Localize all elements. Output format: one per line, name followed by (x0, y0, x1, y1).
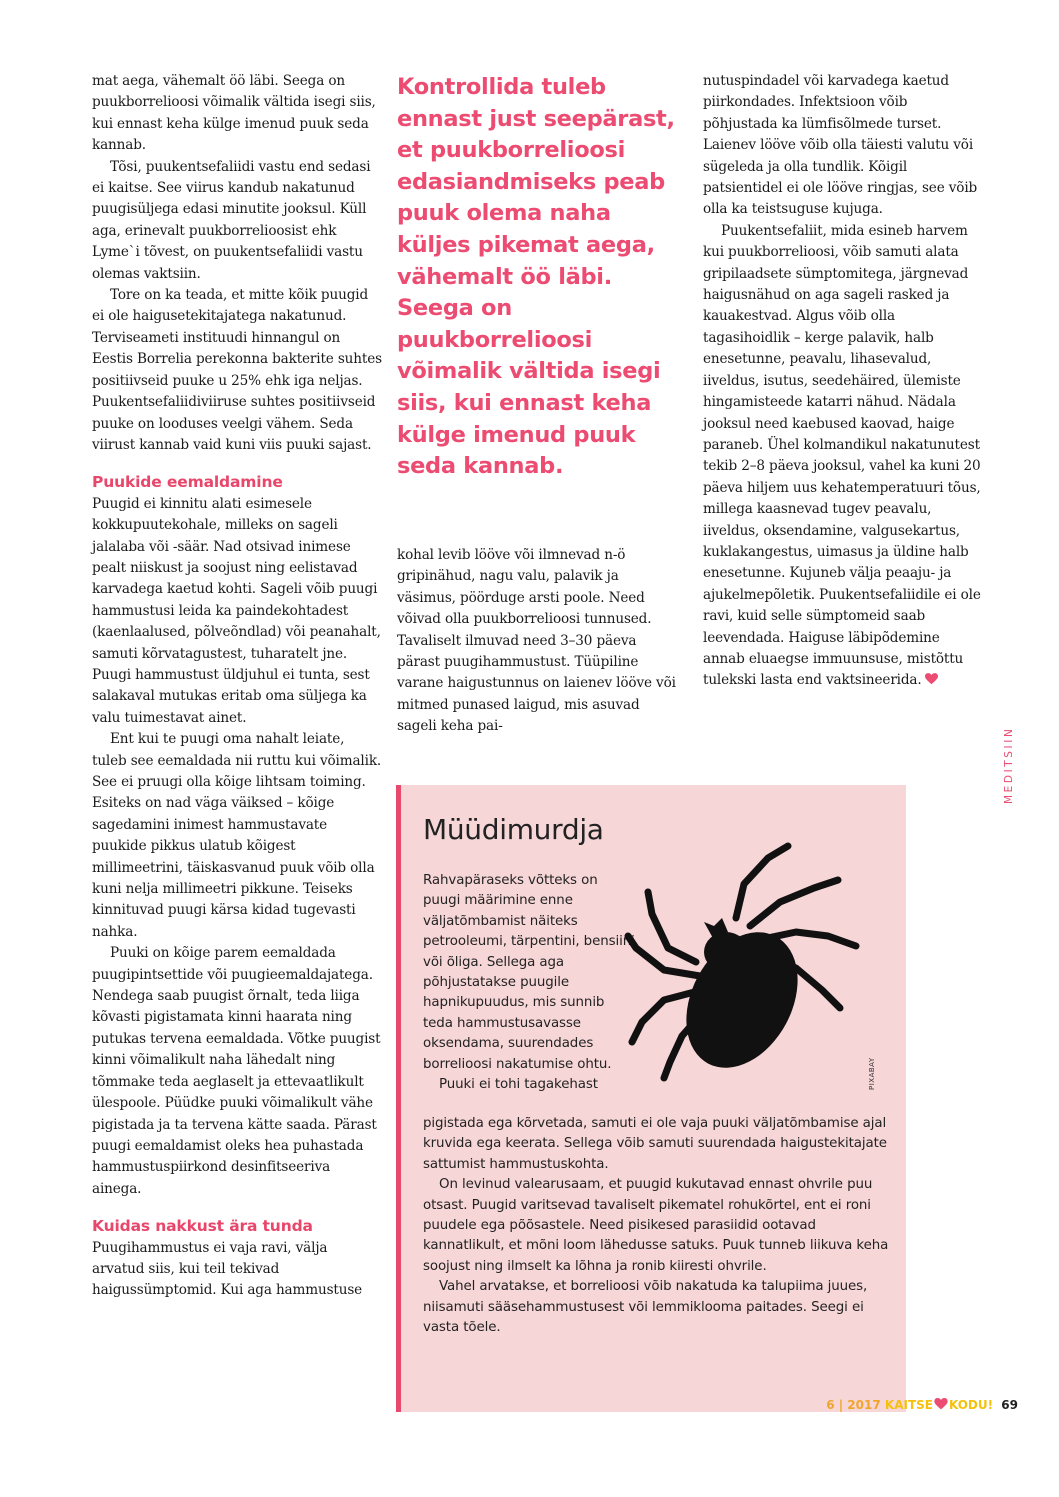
issue-number: 6 | 2017 (826, 1398, 881, 1412)
subheading-recognize-infection: Kuidas nakkust ära tunda (92, 1217, 313, 1236)
box-text-wide (423, 1114, 893, 1338)
paragraph: kohal levib lööve või ilmnevad n-ö gripinähud, nagu valu, palavik ja väsimus, pöörduge arsti poole. Need võivad olla puukborrelioosi tunnused. Tavaliselt ilmuvad need 3–30 päeva pärast puugihammustust. Tüüpiline varane haigustunnus on laienev lööve või mitmed punased laigud, mis asuvad sageli keha pai- (397, 547, 676, 735)
paragraph: Ent kui te puugi oma nahalt leiate, tuleb see eemaldada nii ruttu kui võimalik. See ei pruugi olla kõige lihtsam toiming. Esiteks on nad väga väiksed – kõige sagedamini inimest hammustavate puukide pikkus ulatub kõigest millimeetrini, täiskasvanud puuk võib olla kuni nelja millimeetri pikkune. Teiseks kinnituvad puugi kärsa kidad tugevasti nahka. (92, 731, 382, 940)
article-column-2 (397, 545, 680, 738)
paragraph-text: Puukentsefaliit, mida esineb harvem kui puukborrelioosi, võib samuti alata gripilaadsete sümptomitega, järgnevad haigusnähud on aga sageli rasked ja kauakestvad. Algus võib olla tagasihoidlik – kerge palavik, halb enesetunne, peavalu, lihasevalud, iiveldus, isutus, seedehäired, ülemiste hingamisteede katarri nähud. Nädala jooksul need kaebused kaovad, haige paraneb. Ühel kolmandikul nakatunutest tekib 2–8 päeva jooksul, vahel ka kuni 20 päeva hiljem uus kehatemperatuuri tõus, millega kaasnevad tugev peavalu, iiveldus, oksendamine, valgusekartus, kuklakangestus, uimasus ja üldine halb enesetunne. Kujuneb välja peaaju- ja ajukelmepõletik. Puukentsefaliidile ei ole ravi, kuid selle sümptomeid saab leevendada. Haiguse läbipõdemine annab eluaegse immuunsuse, mistõttu tulekski lasta end vaktsineerida. (703, 222, 981, 689)
paragraph: Puuki on kõige parem eemaldada puugipintsettide või puugieemaldajatega. Nendega saab puugist õrnalt, teda liiga kõvasti pigistamata kinni haarata ning putukas tervena eemaldada. Võtke puugist kinni võimalikult naha lähedalt ning tõmmake teda aeglaselt ja ettevaatlikult ülespoole. Püüdke puuki võimalikult vähe pigistada ja ta tervena kätte saada. Pärast puugi eemaldamist oleks hea puhastada hammustuspiirkond desinfitseeriva ainega. (92, 945, 381, 1197)
paragraph: mat aega, vähemalt öö läbi. Seega on puukborrelioosi võimalik vältida isegi siis, kui ennast keha külge imenud puuk seda kannab. (92, 73, 376, 154)
paragraph: nutuspindadel või karvadega kaetud piirkondades. Infektsioon võib põhjustada ka lümfisõlmede turset. Laienev lööve võib olla täiesti valutu või sügeleda ja olla tundlik. Kõigil patsientidel ei ole lööve ringjas, see võib olla ka teistsuguse kujuga. (703, 73, 978, 218)
page-number: 69 (1001, 1398, 1018, 1412)
subheading-tick-removal: Puukide eemaldamine (92, 473, 283, 492)
box-paragraph: pigistada ega kõrvetada, samuti ei ole vaja puuki väljatõmbamise ajal kruvida ega keerata. Sellega võib samuti suurendada haigustekitajate sattumist hammustuskohta. (423, 1116, 887, 1172)
box-paragraph: Rahvapäraseks võtteks on puugi määrimine enne väljatõmbamist näiteks petrooleumi, tärpentini, bensiini või õliga. Sellega aga põhjustatakse puugile hapnikupuudus, mis sunnib teda hammustusavasse oksendama, suurendades borrelioosi nakatumise ohtu. (423, 873, 635, 1072)
magazine-name-right: KODU! (948, 1398, 994, 1412)
pull-quote: Kontrollida tuleb ennast just seepärast, et puukborrelioosi edasiandmiseks peab puuk olema naha küljes pikemat aega, vähemalt öö läbi. Seega on puukborrelioosi võimalik vältida isegi siis, kui ennast keha külge imenud puuk seda kannab. (397, 74, 675, 480)
paragraph: Tore on ka teada, et mitte kõik puugid ei ole haigusetekitajatega nakatunud. Terviseameti instituudi hinnangul on Eestis Borrelia perekonna bakterite suhtes positiivseid puuke u 25% ehk iga neljas. Puukentsefaliidiviiruse suhtes positiivseid puuke on looduses veelgi vähem. Seda viirust kannab vaid kuni viis puuki sajast. (92, 287, 382, 453)
article-column-1 (92, 71, 382, 1302)
article-column-3 (703, 71, 985, 692)
box-paragraph: On levinud valearusaam, et puugid kukutavad ennast ohvrile puu otsast. Puugid varitsevad tavaliselt pikematel rohukõrtel, ent ei roni puudele ega põõsastele. Need pisikesed parasiidid ootavad kannatlikult, et mõni loom lähedusse satuks. Puuk tunneb liikuva keha soojust ning ilmselt ka lõhna ja ronib kiiresti ohvrile. (423, 1177, 889, 1274)
tick-illustration (618, 840, 863, 1085)
paragraph: Puugihammustus ei vaja ravi, välja arvatud siis, kui teil tekivad haigussümptomid. Kui aga hammustuse (92, 1239, 363, 1299)
box-paragraph: Vahel arvatakse, et borrelioosi võib nakatuda ka talupiima juues, niisamuti sääsehammustusest või lemmiklooma paitades. Seegi ei vasta tõele. (423, 1279, 868, 1336)
box-paragraph: Puuki ei tohi tagakehast (439, 1077, 598, 1093)
page-footer (800, 1398, 1018, 1412)
paragraph: Puugid ei kinnitu alati esimesele kokkupuutekohale, milleks on sageli jalalaba või -säär. Nad otsivad inimese pealt niiskust ja soojust ning eelistavad karvadega kaetud kohti. Sageli võib puugi hammustusi leida ka paindekohtadest (kaenlaalused, põlveõndlad) või peanahalt, samuti kõrvatagustest, tuharatelt jne. Puugi hammustust üldjuhul ei tunta, sest salakaval mutukas eritab oma süljega ka valu tuimestavat ainet. (92, 495, 381, 726)
heart-logo-icon (934, 1398, 948, 1410)
section-label: MEDITSIIN (1003, 726, 1015, 804)
box-text-narrow (423, 871, 638, 1095)
paragraph (703, 221, 985, 692)
box-title: Müüdimurdja (423, 813, 604, 846)
paragraph: Tõsi, puukentsefaliidi vastu end sedasi ei kaitse. See viirus kandub nakatunud puugisüljega edasi minutite jooksul. Küll aga, erinevalt puukborrelioosist ehk Lyme`i tõvest, on puukentsefaliidi vastu olemas vaktsiin. (92, 158, 371, 282)
photo-credit: PIXABAY (868, 1057, 876, 1090)
magazine-name-left: KAITSE (884, 1398, 933, 1412)
heart-icon (925, 673, 938, 685)
